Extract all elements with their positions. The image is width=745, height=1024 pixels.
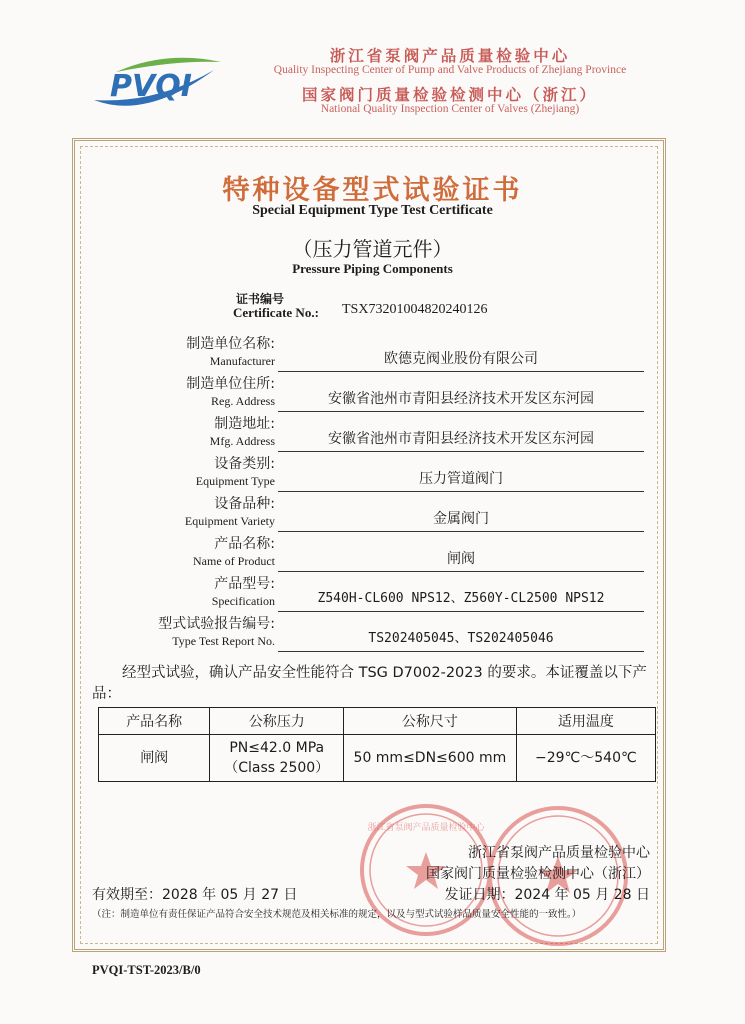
certificate-number: TSX73201004820240126 xyxy=(342,302,488,317)
pressure-value: PN≤42.0 MPa xyxy=(229,740,325,756)
header-center-en-2: National Quality Inspection Center of Valves (Zhejiang) xyxy=(320,103,580,115)
seal-text: 浙江省泵阀产品质量检验中心 xyxy=(367,823,485,833)
table-cell-size: 50 mm≤DN≤600 mm xyxy=(344,735,517,782)
certificate-subtitle-en: Pressure Piping Components xyxy=(292,261,453,276)
field-value: 安徽省池州市青阳县经济技术开发区东河园 xyxy=(278,389,644,412)
certificate-subtitle-cn: （压力管道元件） xyxy=(292,237,453,261)
footnote: （注：制造单位有责任保证产品符合安全技术规范及相关标准的规定，以及与型式试验样品质量安全性能的一致性。） xyxy=(92,909,582,920)
table-cell-pressure xyxy=(210,735,344,782)
field-label-en: Equipment Type xyxy=(195,474,275,488)
field-label-cn: 设备品种: xyxy=(214,496,275,512)
field-label-cn: 产品名称: xyxy=(214,536,275,552)
validity-date: 有效期至：2028 年 05 月 27 日 xyxy=(92,887,298,903)
field-label-cn: 制造单位住所: xyxy=(186,376,275,392)
table-header: 适用温度 xyxy=(516,708,655,735)
field-value: 金属阀门 xyxy=(278,509,644,532)
certificate-no-label-cn: 证书编号 xyxy=(236,292,285,306)
field-label-en: Manufacturer xyxy=(209,354,275,368)
field-value: 安徽省池州市青阳县经济技术开发区东河园 xyxy=(278,429,644,452)
header-center-en-1: Quality Inspecting Center of Pump and Valve Products of Zhejiang Province xyxy=(273,64,627,76)
certificate-title-en: Special Equipment Type Test Certificate xyxy=(252,203,493,218)
field-label-cn: 制造地址: xyxy=(214,416,275,432)
table-header-row xyxy=(99,708,656,735)
field-value: TS202405045、TS202405046 xyxy=(278,629,644,652)
field-label-en: Name of Product xyxy=(193,554,275,568)
certificate-no-label-en: Certificate No.: xyxy=(233,305,319,320)
logo-text: PVQI xyxy=(110,69,192,104)
table-header: 公称压力 xyxy=(210,708,344,735)
issue-date: 发证日期：2024 年 05 月 28 日 xyxy=(444,887,650,903)
field-label-cn: 产品型号: xyxy=(214,576,275,592)
field-label-en: Mfg. Address xyxy=(209,434,275,448)
compliance-statement: 经型式试验，确认产品安全性能符合 TSG D7002-2023 的要求。本证覆盖以下产品： xyxy=(92,665,647,702)
field-label-cn: 设备类别: xyxy=(214,456,275,472)
pvqi-logo xyxy=(86,52,226,122)
coverage-table xyxy=(98,707,656,782)
issuer-name-1: 浙江省泵阀产品质量检验中心 xyxy=(468,845,650,861)
field-value: Z540H-CL600 NPS12、Z560Y-CL2500 NPS12 xyxy=(278,589,644,612)
field-label-en: Reg. Address xyxy=(211,394,275,408)
table-row xyxy=(99,735,656,782)
field-value: 闸阀 xyxy=(278,549,644,572)
header-center-cn-2: 国家阀门质量检验检测中心（浙江） xyxy=(301,86,598,104)
form-code: PVQI-TST-2023/B/0 xyxy=(92,963,201,977)
table-header: 产品名称 xyxy=(99,708,210,735)
table-header: 公称尺寸 xyxy=(344,708,517,735)
table-cell-name: 闸阀 xyxy=(99,735,210,782)
issuer-name-2: 国家阀门质量检验检测中心（浙江） xyxy=(426,866,650,882)
field-label-en: Type Test Report No. xyxy=(172,634,275,648)
header-center-cn-1: 浙江省泵阀产品质量检验中心 xyxy=(329,47,571,65)
field-value: 压力管道阀门 xyxy=(278,469,644,492)
field-value: 欧德克阀业股份有限公司 xyxy=(278,349,644,372)
field-label-en: Specification xyxy=(211,594,275,608)
field-label-en: Equipment Variety xyxy=(184,514,275,528)
table-cell-temp: −29℃～540℃ xyxy=(516,735,655,782)
field-label-cn: 型式试验报告编号: xyxy=(158,616,275,632)
pressure-class: （Class 2500） xyxy=(224,760,330,776)
field-label-cn: 制造单位名称: xyxy=(186,336,275,352)
certificate-title-cn: 特种设备型式试验证书 xyxy=(222,175,523,206)
